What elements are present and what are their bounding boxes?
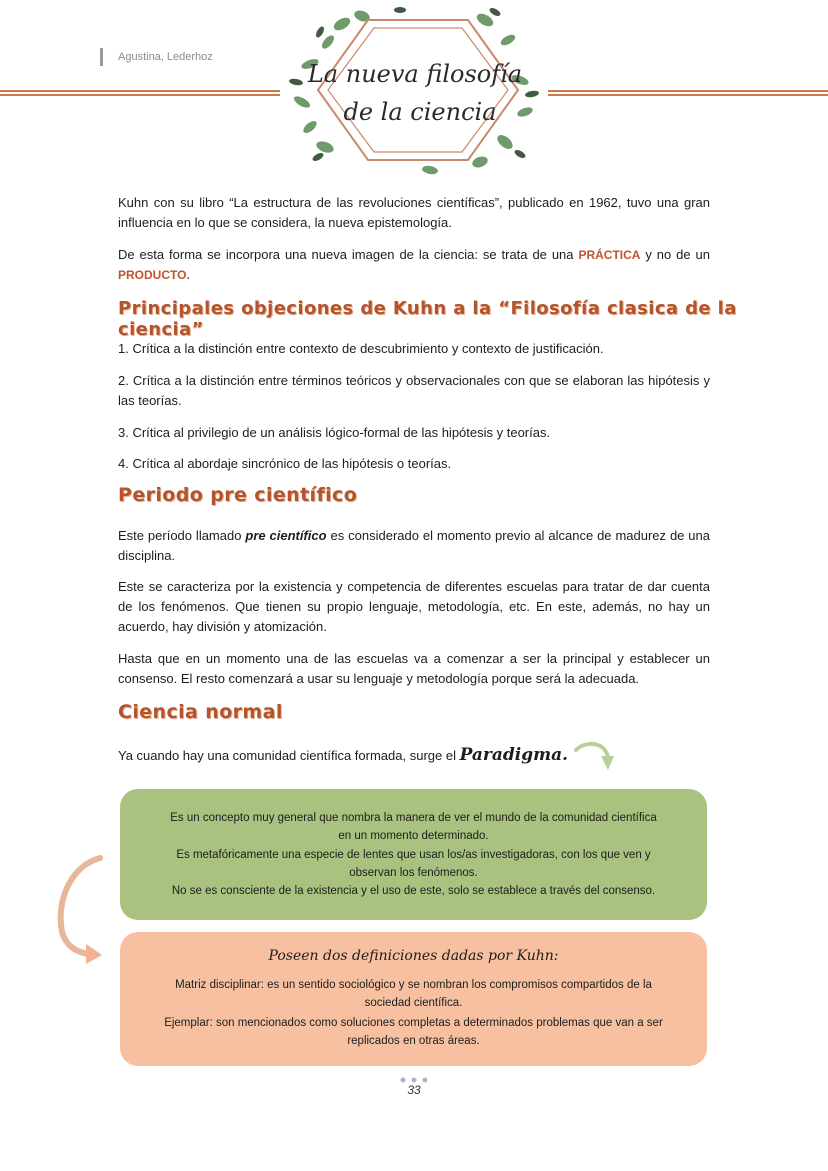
- precientifico-emphasis: pre científico: [245, 528, 327, 543]
- green-box-line-5: No se es consciente de la existencia y el uso de este, solo se establece a través del consenso.: [171, 885, 656, 897]
- green-box-line-1: Es un concepto muy general que nombra la manera de ver el mundo de la comunidad científica: [170, 812, 657, 824]
- precientifico-heading: Periodo pre científico: [118, 484, 358, 506]
- objecion-item-4: 4. Crítica al abordaje sincrónico de las hipótesis o teorías.: [118, 456, 452, 471]
- objecion-item-2: 2. Crítica a la distinción entre términos teóricos y observacionales con que se elaboran las hipótesis y las teorías.: [118, 373, 710, 408]
- leaf-wreath-icon: [280, 2, 550, 177]
- curved-arrow-icon: [52, 852, 112, 968]
- intro-paragraph-2: [118, 245, 710, 285]
- orange-box-line-3: Ejemplar: son mencionados como soluciones completas a determinados problemas que van a ser: [164, 1017, 663, 1029]
- orange-box-line-2: sociedad científica.: [364, 997, 463, 1009]
- logo-title-line1: La nueva filosofía: [307, 60, 523, 88]
- header-rule-right: [548, 90, 828, 96]
- producto-highlight: PRODUCTO.: [118, 268, 190, 282]
- intro-paragraph-1: Kuhn con su libro “La estructura de las revoluciones científicas”, publicado en 1962, tuvo una gran influencia en lo que se considera, la nueva epistemología.: [118, 195, 710, 230]
- practica-highlight: PRÁCTICA: [578, 248, 641, 262]
- precientifico-paragraph-3: Hasta que en un momento una de las escuelas va a comenzar a ser la principal y establecer un consenso. El resto comenzará a usar su lenguaje y metodología porque será la adecuada.: [118, 651, 710, 686]
- ciencia-normal-heading: Ciencia normal: [118, 701, 283, 723]
- title-logo: [280, 2, 550, 177]
- ciencia-normal-paragraph: [118, 745, 710, 766]
- curved-arrow-icon: [572, 740, 616, 778]
- objecion-item-3: 3. Crítica al privilegio de un análisis lógico-formal de las hipótesis y teorías.: [118, 425, 551, 440]
- intro-p2-middle: y no de un: [640, 247, 710, 262]
- ciencia-normal-p1-before: Ya cuando hay una comunidad científica formada, surge el: [118, 748, 460, 763]
- logo-title-line2: de la ciencia: [343, 98, 497, 126]
- orange-box-line-4: replicados en otras áreas.: [347, 1035, 480, 1047]
- paradigma-word: Paradigma.: [459, 745, 569, 765]
- precientifico-paragraph-1: [118, 526, 710, 566]
- objeciones-heading: Principales objeciones de Kuhn a la “Filosofía clasica de la ciencia”: [118, 298, 737, 340]
- orange-box-line-1: Matriz disciplinar: es un sentido sociológico y se nombran los compromisos compartidos de la: [175, 979, 652, 991]
- page-number: 33: [407, 1083, 421, 1097]
- green-box-line-2: en un momento determinado.: [338, 830, 489, 842]
- precientifico-p1-before: Este período llamado: [118, 528, 246, 543]
- objecion-item-1: 1. Crítica a la distinción entre contexto de descubrimiento y contexto de justificación.: [118, 341, 604, 356]
- header-rule-left: [0, 90, 280, 96]
- precientifico-paragraph-2: Este se caracteriza por la existencia y competencia de diferentes escuelas para tratar de dar cuenta de los fenómenos. Que tienen su propio lenguaje, metodología, etc. En este, además, no hay un acuerdo, hay división y atomización.: [118, 579, 710, 634]
- green-box-line-4: observan los fenómenos.: [349, 867, 478, 879]
- paradigma-definition-box: [120, 789, 707, 920]
- precientifico-p1-after: es considerado el momento previo al alcance de madurez de una disciplina.: [118, 528, 710, 563]
- kuhn-definitions-box: [120, 932, 707, 1066]
- header-author: Agustina, Lederhoz: [100, 48, 213, 66]
- green-box-line-3: Es metafóricamente una especie de lentes que usan los/as investigadoras, con los que ven y: [176, 849, 651, 861]
- intro-p2-before: De esta forma se incorpora una nueva imagen de la ciencia: se trata de una: [118, 247, 579, 262]
- orange-box-title: Poseen dos definiciones dadas por Kuhn:: [268, 948, 559, 964]
